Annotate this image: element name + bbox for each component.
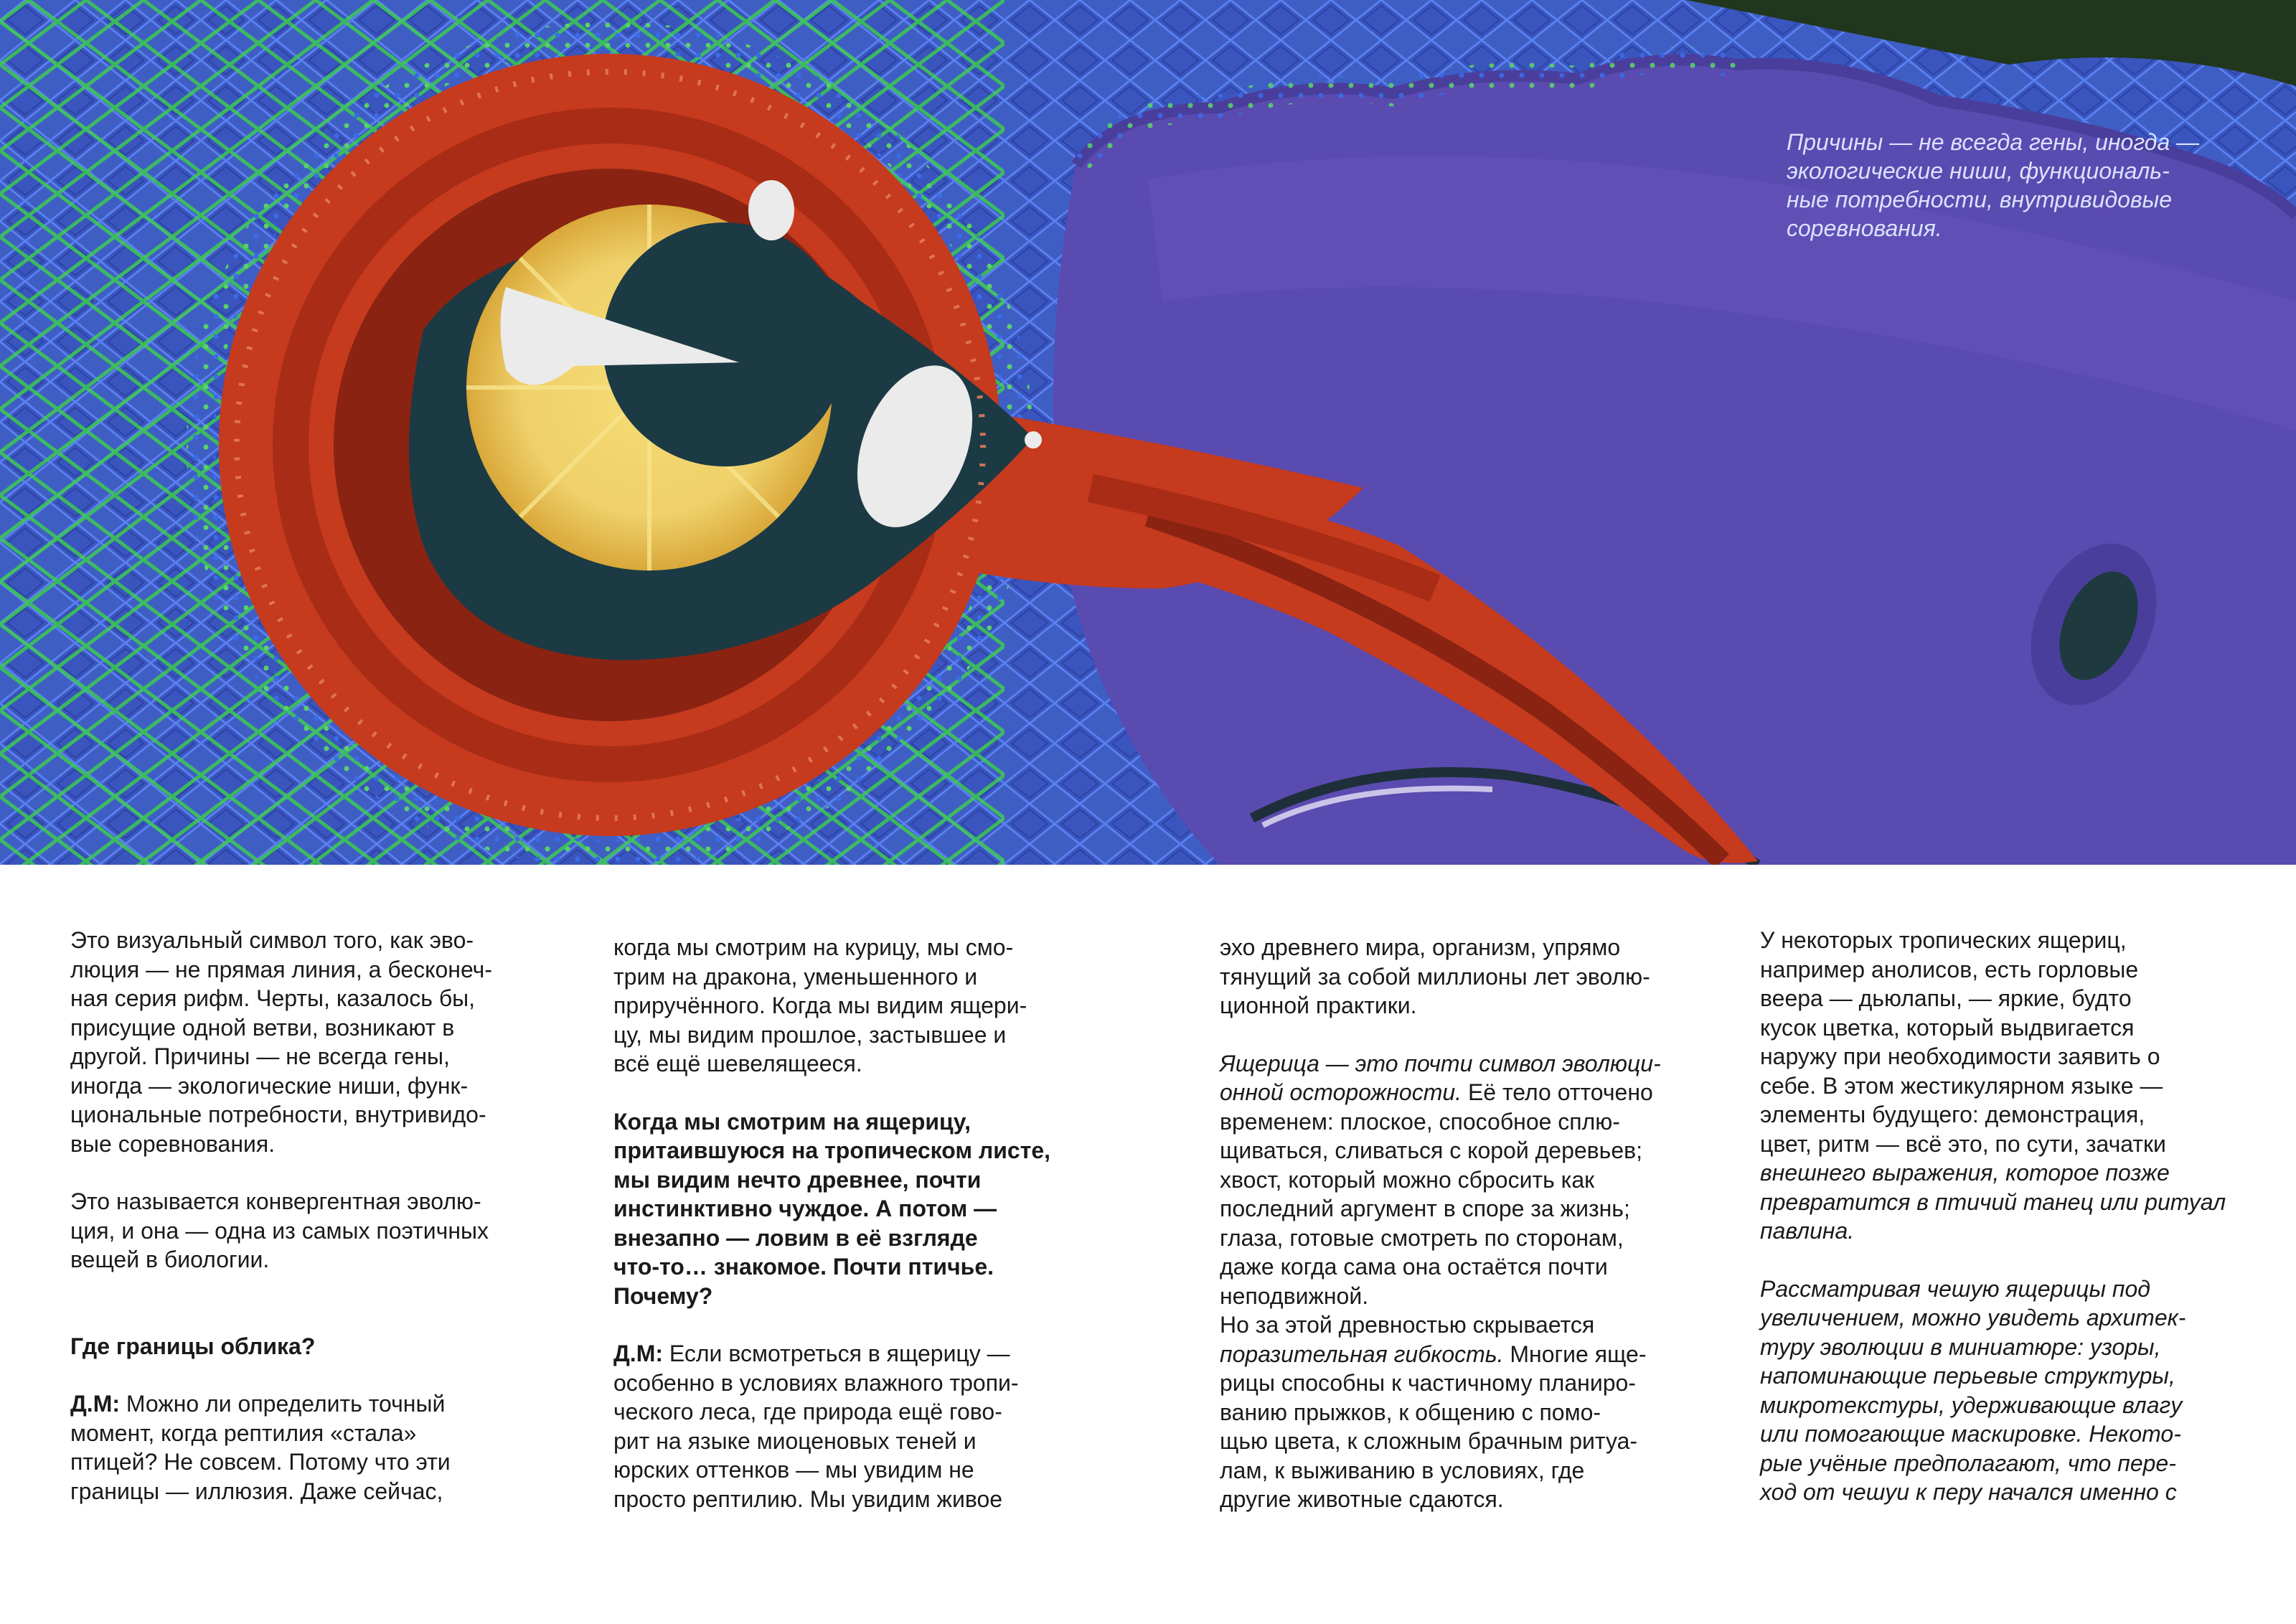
- text-line: [613, 1455, 1087, 1485]
- text-line: [70, 1477, 544, 1506]
- text-line: [613, 991, 1087, 1020]
- text-line: [70, 1042, 544, 1071]
- plain-text: трим на дракона, уменьшенного и: [613, 963, 978, 990]
- text-line: [613, 933, 1087, 962]
- plain-text: рицы способны к частичному планиро-: [1220, 1370, 1636, 1396]
- paragraph-gap: [1760, 1246, 2234, 1275]
- text-line: [613, 1369, 1087, 1398]
- italic-text: павлина.: [1760, 1218, 1855, 1244]
- text-line: [70, 1071, 544, 1101]
- text-line: [613, 1136, 1087, 1165]
- text-line: [1220, 1165, 1693, 1195]
- caption-line: ные потребности, внутривидовые: [1787, 187, 2173, 212]
- plain-text: последний аргумент в споре за жизнь;: [1220, 1196, 1630, 1221]
- text-line: [1220, 1310, 1693, 1340]
- text-column-2: [613, 933, 1087, 1513]
- caption-line: соревнования.: [1787, 215, 1942, 241]
- text-line: [1760, 1478, 2234, 1507]
- plain-text: Это визуальный символ того, как эво-: [70, 927, 474, 953]
- text-line: [613, 1194, 1087, 1224]
- italic-text: увеличением, можно увидеть архитек-: [1760, 1305, 2186, 1330]
- caption-line: экологические ниши, функциональ-: [1787, 158, 2170, 184]
- text-line: [1220, 1224, 1693, 1253]
- bold-text: Д.М:: [613, 1341, 663, 1366]
- text-line: [1220, 1456, 1693, 1485]
- text-line: [613, 1427, 1087, 1456]
- plain-text: даже когда сама она остаётся почти: [1220, 1254, 1608, 1280]
- plain-text: ционной практики.: [1220, 992, 1417, 1018]
- italic-text: Рассматривая чешую ящерицы под: [1760, 1275, 2150, 1302]
- text-line: [70, 1130, 544, 1159]
- bold-text: Когда мы смотрим на ящерицу,: [613, 1108, 971, 1135]
- plain-text: щью цвета, к сложным брачным ритуа-: [1220, 1428, 1638, 1454]
- plain-text: Её тело отточено: [1462, 1079, 1653, 1105]
- paragraph-gap: [613, 1310, 1087, 1339]
- text-line: [1760, 1275, 2234, 1304]
- text-line: [613, 1339, 1087, 1369]
- plain-text: циональные потребности, внутривидо-: [70, 1102, 486, 1127]
- italic-text: напоминающие перьевые структуры,: [1760, 1363, 2175, 1389]
- plain-text: Но за этой древностью скрывается: [1220, 1312, 1595, 1338]
- paragraph-gap: [1220, 1020, 1693, 1049]
- plain-text: Если всмотреться в ящерицу —: [663, 1341, 1010, 1366]
- text-line: [613, 1282, 1087, 1311]
- text-line: [1760, 1188, 2234, 1217]
- text-line: [1220, 991, 1693, 1020]
- text-line: [1220, 1107, 1693, 1137]
- plain-text: хвост, который можно сбросить как: [1220, 1166, 1595, 1193]
- text-line: [1220, 1136, 1693, 1165]
- text-line: [1760, 926, 2234, 955]
- text-line: [1760, 1303, 2234, 1333]
- plain-text: себе. В этом жестикулярном языке —: [1760, 1072, 2163, 1099]
- plain-text: иногда — экологические ниши, функ-: [70, 1072, 469, 1099]
- plain-text: вещей в биологии.: [70, 1247, 270, 1272]
- text-line: [70, 1100, 544, 1130]
- italic-text: Ящерица — это почти символ эволюци-: [1220, 1050, 1661, 1076]
- plain-text: люция — не прямая линия, а бесконеч-: [70, 956, 492, 982]
- text-line: [1220, 1078, 1693, 1107]
- text-line: [1220, 1485, 1693, 1514]
- text-line: [1760, 1042, 2234, 1071]
- text-line: [1760, 1216, 2234, 1246]
- paragraph-gap: [613, 1079, 1087, 1107]
- plain-text: неподвижной.: [1220, 1282, 1369, 1309]
- text-line: [1760, 1391, 2234, 1420]
- paragraph-gap: [70, 1361, 544, 1389]
- text-line: [70, 1389, 544, 1419]
- text-line: [1220, 933, 1693, 962]
- plain-text: ческого леса, где природа ещё гово-: [613, 1399, 1002, 1424]
- plain-text: глаза, готовые смотреть по сторонам,: [1220, 1224, 1624, 1251]
- text-line: [70, 1245, 544, 1275]
- text-line: [1760, 1419, 2234, 1449]
- plain-text: другие животные сдаются.: [1220, 1486, 1504, 1512]
- plain-text: тянущий за собой миллионы лет эволю-: [1220, 963, 1650, 990]
- italic-text: туру эволюции в миниатюре: узоры,: [1760, 1333, 2161, 1360]
- text-line: [613, 962, 1087, 992]
- italic-text: превратится в птичий танец или ритуал: [1760, 1188, 2226, 1215]
- caption-line: Причины — не всегда гены, иногда —: [1787, 129, 2200, 155]
- plain-text: момент, когда рептилия «стала»: [70, 1419, 417, 1446]
- text-line: [1760, 1361, 2234, 1391]
- text-line: [613, 1252, 1087, 1282]
- text-line: [613, 1020, 1087, 1050]
- bold-text: что-то… знакомое. Почти птичье.: [613, 1254, 994, 1280]
- text-line: [70, 955, 544, 985]
- bold-text: внезапно — ловим в её взгляде: [613, 1224, 978, 1251]
- text-line: [70, 926, 544, 955]
- text-line: [70, 1216, 544, 1246]
- text-line: [1760, 1071, 2234, 1101]
- text-line: [613, 1224, 1087, 1253]
- text-line: [70, 984, 544, 1013]
- plain-text: рит на языке миоценовых теней и: [613, 1427, 977, 1454]
- plain-text: птицей? Не совсем. Потому что эти: [70, 1449, 451, 1475]
- text-line: [1220, 1282, 1693, 1311]
- plain-text: эхо древнего мира, организм, упрямо: [1220, 934, 1621, 960]
- text-line: [1220, 1398, 1693, 1427]
- text-line: [1760, 1333, 2234, 1362]
- italic-text: внешнего выражения, которое позже: [1760, 1160, 2170, 1186]
- plain-text: юрских оттенков — мы увидим не: [613, 1457, 974, 1483]
- plain-text: ная серия рифм. Черты, казалось бы,: [70, 985, 476, 1011]
- text-line: [613, 1165, 1087, 1195]
- italic-text: ход от чешуи к перу начался именно с: [1760, 1479, 2177, 1505]
- plain-text: веера — дьюлапы, — яркие, будто: [1760, 985, 2132, 1011]
- bold-text: Почему?: [613, 1282, 713, 1309]
- plain-text: цвет, ритм — всё это, по сути, зачатки: [1760, 1130, 2166, 1157]
- plain-text: цу, мы видим прошлое, застывшее и: [613, 1021, 1007, 1048]
- text-line: [613, 1107, 1087, 1137]
- plain-text: ция, и она — одна из самых поэтичных: [70, 1217, 489, 1244]
- text-column-3: [1220, 933, 1693, 1514]
- plain-text: приручённого. Когда мы видим ящери-: [613, 992, 1027, 1018]
- text-line: [1220, 1427, 1693, 1456]
- text-line: [1220, 962, 1693, 992]
- paragraph-gap: [70, 1158, 544, 1187]
- plain-text: наружу при необходимости заявить о: [1760, 1043, 2160, 1069]
- text-line: [1220, 1340, 1693, 1369]
- image-caption: [1787, 128, 2246, 243]
- text-line: [1760, 1013, 2234, 1043]
- bold-text: мы видим нечто древнее, почти: [613, 1166, 982, 1193]
- plain-text: просто рептилию. Мы увидим живое: [613, 1485, 1003, 1512]
- plain-text: присущие одной ветви, возникают в: [70, 1014, 455, 1041]
- text-line: [70, 1013, 544, 1043]
- text-column-4: [1760, 926, 2234, 1507]
- plain-text: Это называется конвергентная эволю-: [70, 1188, 481, 1214]
- italic-text: онной осторожности.: [1220, 1079, 1462, 1105]
- plain-text: У некоторых тропических ящериц,: [1760, 927, 2127, 953]
- plain-text: когда мы смотрим на курицу, мы смо-: [613, 934, 1014, 960]
- bold-text: Д.М:: [70, 1391, 120, 1417]
- paragraph-gap: [70, 1275, 544, 1332]
- text-line: [1220, 1252, 1693, 1282]
- plain-text: особенно в условиях влажного тропи-: [613, 1369, 1019, 1396]
- text-line: [613, 1485, 1087, 1514]
- plain-text: лам, к выживанию в условиях, где: [1220, 1457, 1585, 1483]
- plain-text: ванию прыжков, к общению с помо-: [1220, 1399, 1601, 1425]
- text-line: [1760, 1158, 2234, 1188]
- plain-text: временем: плоское, способное сплю-: [1220, 1108, 1620, 1135]
- plain-text: элементы будущего: демонстрация,: [1760, 1102, 2145, 1127]
- text-line: [1760, 1449, 2234, 1478]
- italic-text: или помогающие маскировке. Некото-: [1760, 1421, 2181, 1447]
- text-column-1: [70, 926, 544, 1506]
- text-line: [613, 1049, 1087, 1079]
- plain-text: кусок цветка, который выдвигается: [1760, 1014, 2135, 1041]
- text-line: [1220, 1369, 1693, 1398]
- bold-text: притаившуюся на тропическом листе,: [613, 1137, 1051, 1163]
- plain-text: щиваться, сливаться с корой деревьев;: [1220, 1137, 1643, 1163]
- plain-text: границы — иллюзия. Даже сейчас,: [70, 1478, 443, 1504]
- text-line: [1760, 955, 2234, 985]
- plain-text: например анолисов, есть горловые: [1760, 956, 2139, 982]
- text-line: [70, 1187, 544, 1216]
- text-line: [70, 1419, 544, 1448]
- italic-text: поразительная гибкость.: [1220, 1341, 1504, 1367]
- text-line: [613, 1397, 1087, 1427]
- text-line: [70, 1447, 544, 1477]
- text-line: [70, 1332, 544, 1361]
- bold-text: Где границы облика?: [70, 1333, 316, 1359]
- plain-text: другой. Причины — не всегда гены,: [70, 1043, 450, 1069]
- text-line: [1760, 984, 2234, 1013]
- bold-text: инстинктивно чуждое. А потом —: [613, 1196, 997, 1221]
- text-line: [1760, 1130, 2234, 1159]
- plain-text: Многие яще-: [1503, 1341, 1647, 1367]
- text-line: [1220, 1049, 1693, 1079]
- plain-text: Можно ли определить точный: [120, 1391, 446, 1417]
- plain-text: вые соревнования.: [70, 1130, 276, 1157]
- italic-text: рые учёные предполагают, что пере-: [1760, 1450, 2176, 1476]
- text-line: [1760, 1100, 2234, 1130]
- italic-text: микротекстуры, удерживающие влагу: [1760, 1391, 2183, 1418]
- text-line: [1220, 1194, 1693, 1224]
- plain-text: всё ещё шевелящееся.: [613, 1051, 862, 1076]
